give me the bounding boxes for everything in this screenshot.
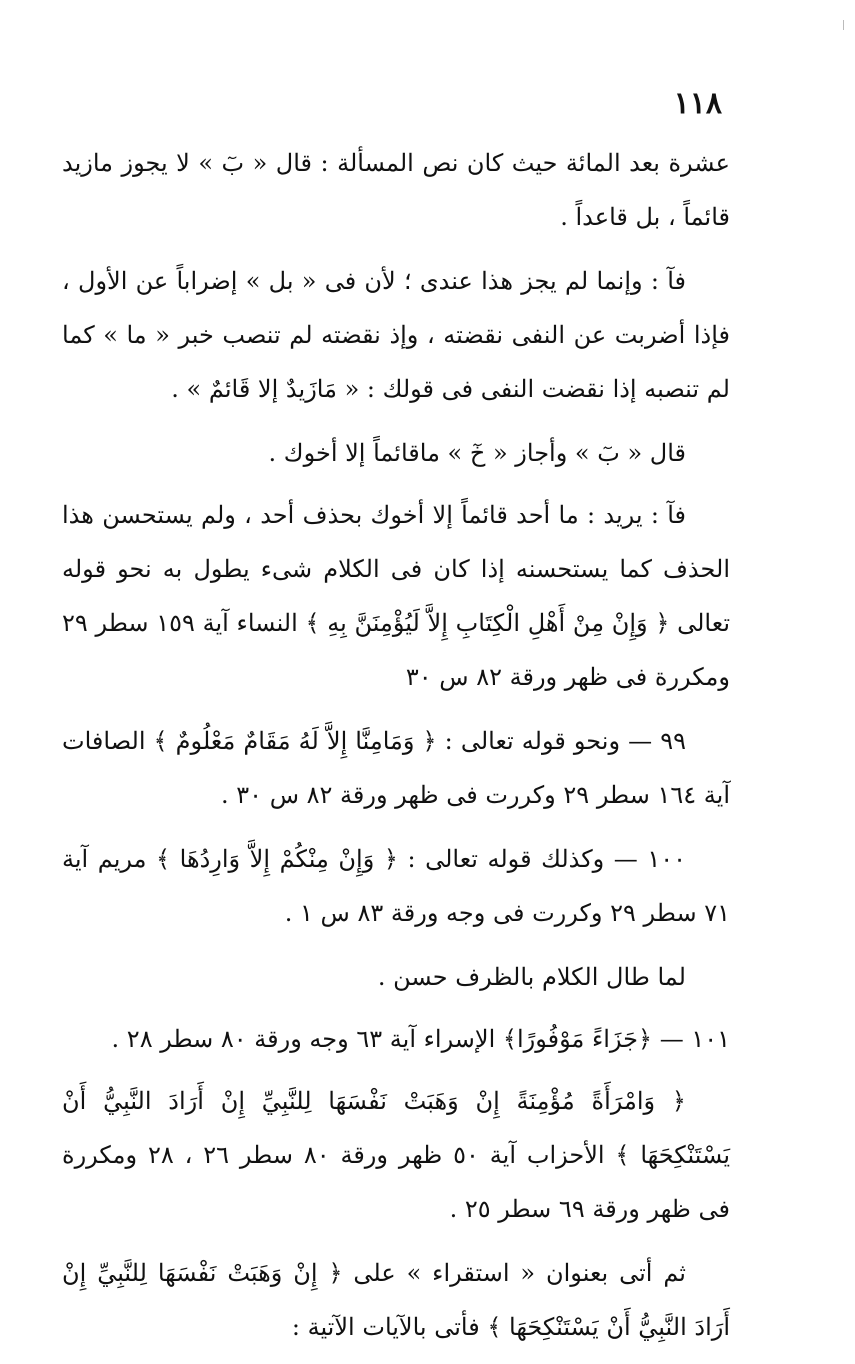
book-page xyxy=(62,82,730,1364)
page-corner-mark xyxy=(843,20,844,30)
paragraph-istiqra: ثم أتى بعنوان « استقراء » على ﴿ إِنْ وَهَبَتْ نَفْسَهَا لِلنَّبِيِّ إِنْ أَرَادَ النَّبِيُّ أَنْ يَسْتَنْكِحَهَا ﴾ فأتى بالآيات الآتية : xyxy=(62,1259,730,1341)
paragraph-qala-ajaza: قال « بٓ » وأجاز « خٓ » ماقائماً إلا أخوك . xyxy=(268,439,686,467)
paragraph-ahzab-verse: ﴿ وَامْرَأَةً مُؤْمِنَةً إِنْ وَهَبَتْ نَفْسَهَا لِلنَّبِيِّ إِنْ أَرَادَ النَّبِيُّ أَنْ يَسْتَنْكِحَهَا ﴾ الأحزاب آية ٥٠ ظهر ورقة ٨٠ سطر ٢٦ ، ٢٨ ومكررة فى ظهر ورقة ٦٩ سطر ٢٥ . xyxy=(62,1087,731,1223)
paragraph-question-intro: عشرة بعد المائة حيث كان نص المسألة : قال « بٓ » لا يجوز مازيد قائماً ، بل قاعداً . xyxy=(62,149,731,231)
paragraph-item-99: ٩٩ — ونحو قوله تعالى : ﴿ وَمَامِنَّا إِلاَّ لَهُ مَقَامٌ مَعْلُومٌ ﴾ الصافات آية ١٦٤ سطر ٢٩ وكررت فى ظهر ورقة ٨٢ س ٣٠ . xyxy=(62,727,730,809)
paragraph-commentary-bal: فآ : وإنما لم يجز هذا عندى ؛ لأن فى « بل » إضراباً عن الأول ، فإذا أضربت عن النفى نقضته ، وإذ نقضته لم تنصب خبر « ما » كما لم تنصبه إذا نقضت النفى فى قولك : « مَازَيدٌ إلا قَائمٌ » . xyxy=(62,267,730,403)
paragraph-item-100: ١٠٠ — وكذلك قوله تعالى : ﴿ وَإِنْ مِنْكُمْ إِلاَّ وَارِدُهَا ﴾ مريم آية ٧١ سطر ٢٩ وكررت فى وجه ورقة ٨٣ س ١ . xyxy=(62,845,730,927)
paragraph-commentary-hadhf: فآ : يريد : ما أحد قائماً إلا أخوك بحذف أحد ، ولم يستحسن هذا الحذف كما يستحسنه إذا كان فى الكلام شىء يطول به نحو قوله تعالى ﴿ وَإِنْ مِنْ أَهْلِ الْكِتَابِ إِلاَّ لَيُؤْمِنَنَّ بِهِ ﴾ النساء آية ١٥٩ سطر ٢٩ ومكررة فى ظهر ورقة ٨٢ س ٣٠ xyxy=(62,501,731,691)
page-number: ١١٨ xyxy=(673,86,722,121)
paragraph-item-101: ١٠١ — ﴿جَزَاءً مَوْفُورًا﴾ الإسراء آية ٦٣ وجه ورقة ٨٠ سطر ٢٨ . xyxy=(111,1025,730,1053)
paragraph-zarf-note: لما طال الكلام بالظرف حسن . xyxy=(377,963,686,991)
